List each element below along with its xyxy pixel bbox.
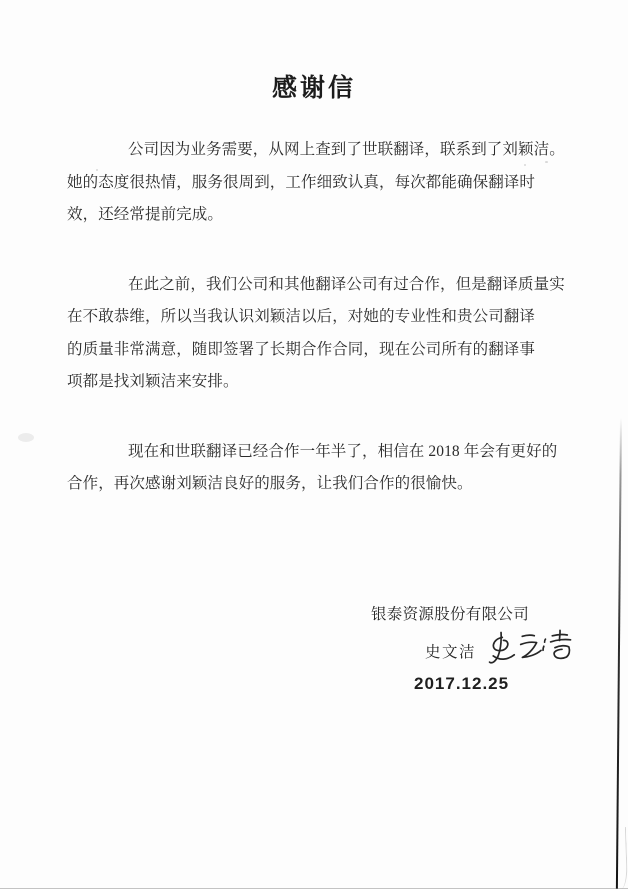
paragraph-3 (67, 436, 565, 501)
scan-artifact-smudge (18, 433, 34, 442)
handwritten-signature (486, 627, 573, 673)
paragraph-1 (67, 134, 565, 232)
scan-artifact-right-edge-line (616, 418, 622, 889)
paragraph-2-line-4: 项都是找刘颖洁来安排。 (67, 373, 239, 390)
paragraph-2-line-3: 的质量非常满意，随即签署了长期合作合同，现在公司所有的翻译事 (67, 340, 536, 358)
signature-date: 2017.12.25 (414, 674, 510, 693)
paragraph-3-line-1: 现在和世联翻译已经合作一年半了，相信在 2018 年会有更好的 (128, 442, 558, 460)
scan-artifact-speckle (545, 161, 548, 163)
paragraph-2-line-1: 在此之前，我们公司和其他翻译公司有过合作，但是翻译质量实 (128, 275, 565, 293)
paragraph-1-line-3: 效，还经常提前完成。 (67, 206, 224, 223)
paragraph-1-line-2: 她的态度很热情，服务很周到，工作细致认真，每次都能确保翻译时 (67, 173, 536, 191)
paragraph-2 (67, 269, 565, 399)
letter-body (67, 134, 565, 538)
paragraph-3-line-2: 合作，再次感谢刘颖洁良好的服务，让我们合作的很愉快。 (67, 475, 473, 492)
paragraph-1-line-1: 公司因为业务需要，从网上查到了世联翻译，联系到了刘颖洁。 (128, 141, 565, 158)
signature-printed-name: 史文洁 (425, 644, 477, 661)
scan-artifact-speckle (96, 169, 98, 171)
paragraph-2-line-2: 在不敢恭维，所以当我认识刘颖洁以后，对她的专业性和贵公司翻译 (67, 308, 536, 325)
letter-title: 感谢信 (271, 75, 356, 102)
scan-artifact-corner-curve (616, 827, 628, 889)
signature-company-name: 银泰资源股份有限公司 (371, 606, 530, 623)
scan-artifact-speckle (524, 164, 526, 166)
